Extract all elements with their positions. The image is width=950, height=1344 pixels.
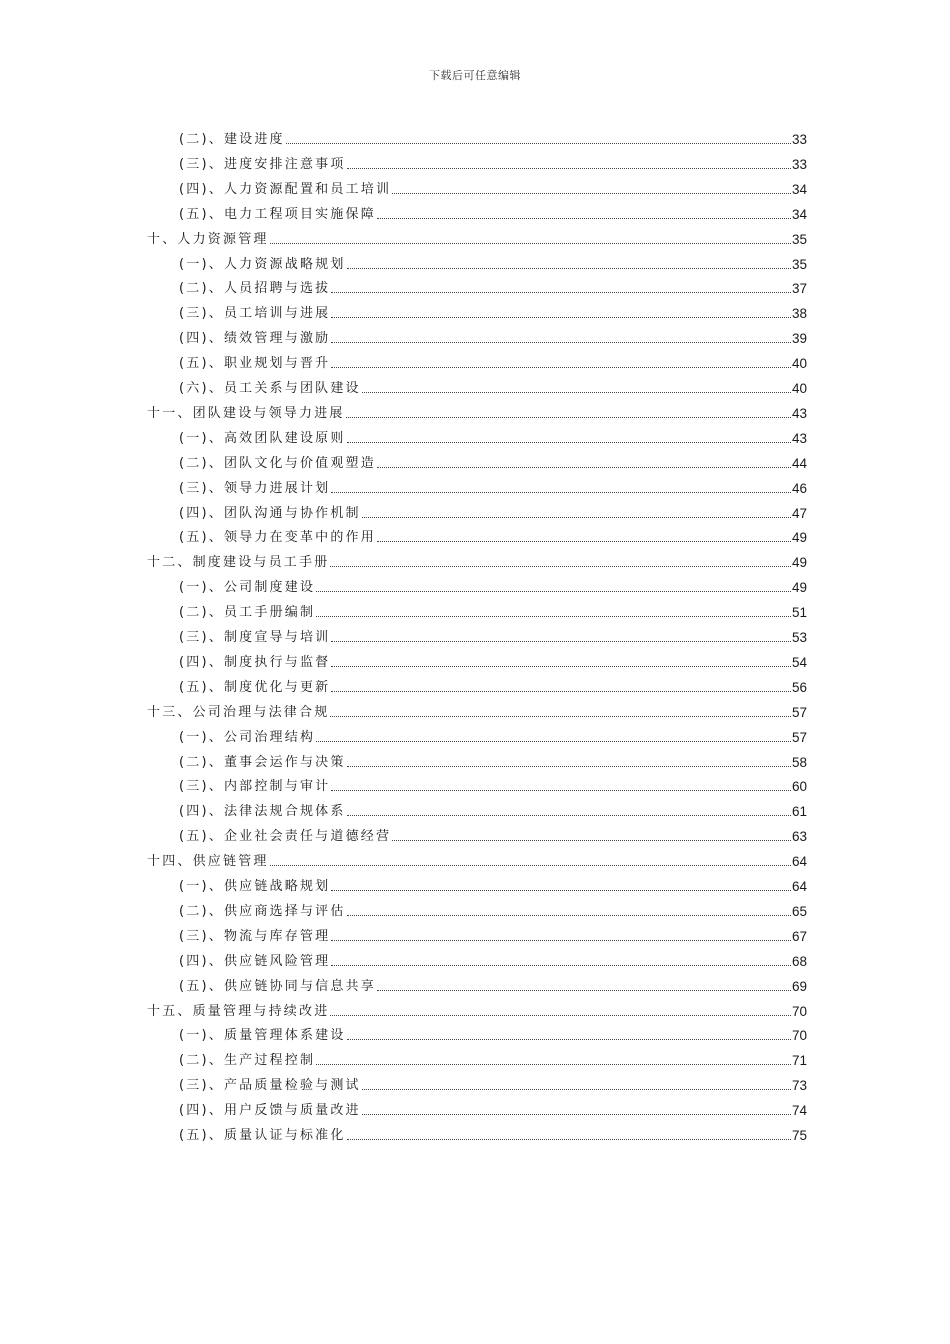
toc-entry-page-number: 43 <box>791 406 807 421</box>
toc-entry-title: (二)、人员招聘与选拔 <box>179 281 331 296</box>
toc-entry-title: (三)、内部控制与审计 <box>179 779 331 794</box>
toc-dot-leader <box>331 939 791 941</box>
toc-dot-leader <box>331 889 791 891</box>
toc-dot-leader <box>331 640 791 642</box>
toc-entry[interactable] <box>179 923 807 945</box>
toc-entry[interactable] <box>179 126 807 148</box>
toc-dot-leader <box>331 316 791 318</box>
toc-dot-leader <box>362 391 791 393</box>
toc-entry-page-number: 70 <box>791 1028 807 1043</box>
toc-entry[interactable] <box>147 400 807 422</box>
toc-entry-page-number: 63 <box>791 829 807 844</box>
toc-entry-title: (二)、生产过程控制 <box>179 1053 316 1068</box>
toc-entry-title: (五)、职业规划与晋升 <box>179 356 331 371</box>
toc-entry-page-number: 34 <box>791 182 807 197</box>
toc-entry-title: (五)、领导力在变革中的作用 <box>179 530 376 545</box>
toc-entry[interactable] <box>179 973 807 995</box>
toc-dot-leader <box>347 814 791 816</box>
toc-entry[interactable] <box>147 226 807 248</box>
toc-entry-page-number: 37 <box>791 281 807 296</box>
toc-dot-leader <box>331 964 791 966</box>
toc-entry[interactable] <box>179 350 807 372</box>
toc-entry-title: (一)、公司制度建设 <box>179 580 316 595</box>
toc-dot-leader <box>331 366 791 368</box>
toc-entry-title: (四)、绩效管理与激励 <box>179 331 331 346</box>
toc-dot-leader <box>347 167 791 169</box>
toc-entry-page-number: 49 <box>791 555 807 570</box>
toc-entry[interactable] <box>179 649 807 671</box>
toc-entry-page-number: 58 <box>791 755 807 770</box>
toc-entry-page-number: 64 <box>791 879 807 894</box>
toc-entry-title: (一)、高效团队建设原则 <box>179 431 346 446</box>
toc-dot-leader <box>331 789 791 791</box>
toc-entry[interactable] <box>179 1047 807 1069</box>
toc-entry-page-number: 35 <box>791 232 807 247</box>
toc-dot-leader <box>377 466 791 468</box>
toc-dot-leader <box>347 441 791 443</box>
toc-dot-leader <box>331 341 791 343</box>
toc-entry[interactable] <box>179 450 807 472</box>
toc-entry[interactable] <box>179 475 807 497</box>
toc-entry-title: (四)、用户反馈与质量改进 <box>179 1103 361 1118</box>
toc-entry-title: (一)、质量管理体系建设 <box>179 1028 346 1043</box>
toc-entry[interactable] <box>179 948 807 970</box>
toc-entry-title: (三)、领导力进展计划 <box>179 481 331 496</box>
toc-entry-page-number: 71 <box>791 1053 807 1068</box>
toc-entry-page-number: 38 <box>791 306 807 321</box>
toc-entry[interactable] <box>179 500 807 522</box>
toc-entry[interactable] <box>147 848 807 870</box>
toc-dot-leader <box>347 765 791 767</box>
toc-entry[interactable] <box>179 749 807 771</box>
toc-entry-page-number: 74 <box>791 1103 807 1118</box>
toc-dot-leader <box>316 615 791 617</box>
toc-entry-page-number: 70 <box>791 1004 807 1019</box>
toc-entry[interactable] <box>179 898 807 920</box>
toc-entry-page-number: 34 <box>791 207 807 222</box>
toc-entry-title: (五)、电力工程项目实施保障 <box>179 207 376 222</box>
toc-entry[interactable] <box>179 176 807 198</box>
toc-entry-page-number: 57 <box>791 730 807 745</box>
toc-dot-leader <box>331 491 791 493</box>
toc-dot-leader <box>331 291 791 293</box>
toc-dot-leader <box>316 740 791 742</box>
toc-entry[interactable] <box>179 674 807 696</box>
toc-entry[interactable] <box>179 251 807 273</box>
toc-entry-title: (五)、制度优化与更新 <box>179 680 331 695</box>
toc-entry-page-number: 49 <box>791 530 807 545</box>
toc-dot-leader <box>330 715 791 717</box>
toc-entry-title: (四)、人力资源配置和员工培训 <box>179 182 392 197</box>
toc-entry[interactable] <box>179 823 807 845</box>
toc-dot-leader <box>330 1014 791 1016</box>
toc-dot-leader <box>270 242 791 244</box>
toc-entry[interactable] <box>147 699 807 721</box>
toc-dot-leader <box>347 1138 791 1140</box>
toc-entry-title: (三)、员工培训与进展 <box>179 306 331 321</box>
toc-entry-page-number: 75 <box>791 1128 807 1143</box>
toc-entry-page-number: 73 <box>791 1078 807 1093</box>
toc-entry-page-number: 53 <box>791 630 807 645</box>
toc-entry-title: 十二、制度建设与员工手册 <box>147 555 330 570</box>
toc-entry-page-number: 51 <box>791 605 807 620</box>
toc-entry[interactable] <box>179 325 807 347</box>
toc-entry[interactable] <box>179 524 807 546</box>
toc-entry-title: (四)、供应链风险管理 <box>179 954 331 969</box>
toc-entry[interactable] <box>179 300 807 322</box>
toc-dot-leader <box>347 914 791 916</box>
toc-dot-leader <box>392 192 791 194</box>
toc-dot-leader <box>270 864 791 866</box>
toc-entry[interactable] <box>179 1122 807 1144</box>
toc-entry-title: 十五、质量管理与持续改进 <box>147 1004 330 1019</box>
toc-entry[interactable] <box>179 599 807 621</box>
toc-entry[interactable] <box>179 1022 807 1044</box>
toc-entry-title: 十三、公司治理与法律合规 <box>147 705 330 720</box>
toc-dot-leader <box>316 590 791 592</box>
toc-entry-title: 十一、团队建设与领导力进展 <box>147 406 345 421</box>
toc-entry[interactable] <box>179 624 807 646</box>
toc-entry-page-number: 33 <box>791 157 807 172</box>
toc-entry[interactable] <box>179 873 807 895</box>
toc-entry-title: (五)、质量认证与标准化 <box>179 1128 346 1143</box>
toc-entry-title: (一)、人力资源战略规划 <box>179 257 346 272</box>
toc-entry-title: (五)、供应链协同与信息共享 <box>179 979 376 994</box>
toc-entry[interactable] <box>179 798 807 820</box>
toc-entry-page-number: 33 <box>791 132 807 147</box>
toc-entry-page-number: 44 <box>791 456 807 471</box>
toc-dot-leader <box>377 217 791 219</box>
toc-entry-page-number: 40 <box>791 381 807 396</box>
toc-dot-leader <box>347 1038 791 1040</box>
toc-entry-page-number: 35 <box>791 257 807 272</box>
toc-entry-title: (六)、员工关系与团队建设 <box>179 381 361 396</box>
toc-entry-title: (四)、法律法规合规体系 <box>179 804 346 819</box>
toc-entry-title: 十、人力资源管理 <box>147 232 269 247</box>
toc-dot-leader <box>286 142 791 144</box>
toc-entry-page-number: 69 <box>791 979 807 994</box>
toc-entry-title: (三)、物流与库存管理 <box>179 929 331 944</box>
page-header: 下载后可任意编辑 <box>429 69 521 82</box>
toc-dot-leader <box>347 267 791 269</box>
toc-entry-page-number: 68 <box>791 954 807 969</box>
toc-entry-title: (四)、团队沟通与协作机制 <box>179 506 361 521</box>
toc-entry-title: (三)、制度宣导与培训 <box>179 630 331 645</box>
toc-entry-title: (一)、公司治理结构 <box>179 730 316 745</box>
toc-dot-leader <box>377 540 791 542</box>
toc-entry[interactable] <box>179 375 807 397</box>
toc-entry-title: (一)、供应链战略规划 <box>179 879 331 894</box>
toc-dot-leader <box>362 1113 791 1115</box>
toc-dot-leader <box>331 665 791 667</box>
toc-dot-leader <box>316 1063 791 1065</box>
toc-entry-title: (三)、进度安排注意事项 <box>179 157 346 172</box>
toc-dot-leader <box>377 989 791 991</box>
toc-entry[interactable] <box>179 201 807 223</box>
toc-dot-leader <box>330 565 791 567</box>
toc-entry-page-number: 60 <box>791 779 807 794</box>
toc-entry-page-number: 43 <box>791 431 807 446</box>
toc-entry-page-number: 65 <box>791 904 807 919</box>
toc-entry-page-number: 46 <box>791 481 807 496</box>
toc-dot-leader <box>331 690 791 692</box>
toc-dot-leader <box>362 1088 791 1090</box>
toc-entry-page-number: 64 <box>791 854 807 869</box>
toc-entry[interactable] <box>179 724 807 746</box>
toc-entry[interactable] <box>179 1072 807 1094</box>
toc-entry[interactable] <box>179 773 807 795</box>
toc-entry-title: (二)、建设进度 <box>179 132 285 147</box>
toc-entry-page-number: 61 <box>791 804 807 819</box>
toc-entry-title: (二)、董事会运作与决策 <box>179 755 346 770</box>
toc-entry-page-number: 40 <box>791 356 807 371</box>
toc-entry-page-number: 49 <box>791 580 807 595</box>
toc-entry-page-number: 47 <box>791 506 807 521</box>
toc-dot-leader <box>392 839 791 841</box>
toc-dot-leader <box>346 416 791 418</box>
toc-entry-page-number: 54 <box>791 655 807 670</box>
toc-entry-title: (二)、员工手册编制 <box>179 605 316 620</box>
toc-entry-title: (五)、企业社会责任与道德经营 <box>179 829 392 844</box>
toc-entry[interactable] <box>179 275 807 297</box>
toc-entry-page-number: 67 <box>791 929 807 944</box>
toc-entry[interactable] <box>179 574 807 596</box>
toc-entry-title: 十四、供应链管理 <box>147 854 269 869</box>
toc-entry-title: (二)、供应商选择与评估 <box>179 904 346 919</box>
toc-entry-page-number: 39 <box>791 331 807 346</box>
toc-entry[interactable] <box>179 151 807 173</box>
toc-entry-title: (三)、产品质量检验与测试 <box>179 1078 361 1093</box>
toc-entry-page-number: 57 <box>791 705 807 720</box>
toc-entry-title: (二)、团队文化与价值观塑造 <box>179 456 376 471</box>
toc-entry-title: (四)、制度执行与监督 <box>179 655 331 670</box>
toc-entry[interactable] <box>179 1097 807 1119</box>
toc-entry[interactable] <box>147 998 807 1020</box>
toc-entry[interactable] <box>179 425 807 447</box>
toc-dot-leader <box>362 516 791 518</box>
toc-entry-page-number: 56 <box>791 680 807 695</box>
toc-entry[interactable] <box>147 549 807 571</box>
